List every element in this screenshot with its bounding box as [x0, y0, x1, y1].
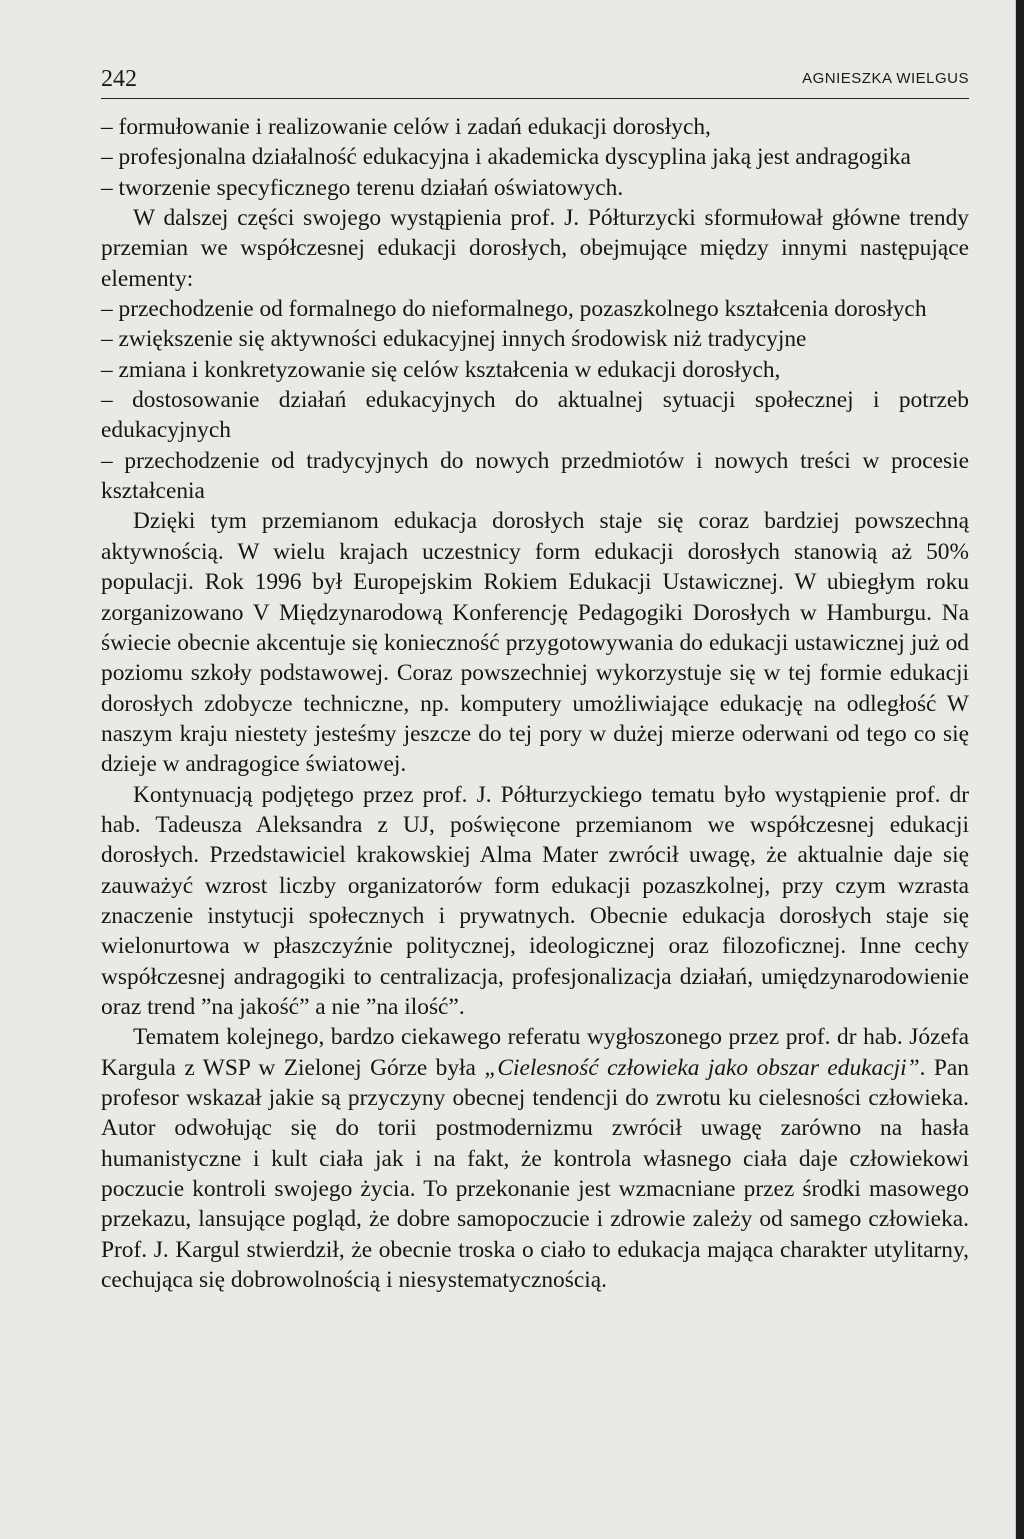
list-item: – zwiększenie się aktywności edukacyjnej innych środowisk niż tradycyjne — [101, 326, 807, 353]
list-item: – przechodzenie od formalnego do nieformalnego, pozaszkolnego kształcenia dorosłych — [101, 296, 927, 323]
running-head-author: AGNIESZKA WIELGUS — [802, 70, 969, 87]
list-item: – przechodzenie od tradycyjnych do nowych przedmiotów i nowych treści w procesie kształcenia — [101, 447, 969, 505]
paragraph: W dalszej części swojego wystąpienia prof. J. Półturzycki sformułował główne trendy przemian we współczesnej edukacji dorosłych, obejmujące między innymi następujące elementy: — [101, 205, 969, 292]
lecture-title: „Cielesność człowieka jako obszar edukacji” — [484, 1054, 920, 1081]
scan-edge — [1016, 0, 1024, 1539]
paragraph — [101, 1022, 969, 1295]
body-text — [101, 112, 969, 1295]
list-item: – zmiana i konkretyzowanie się celów kształcenia w edukacji dorosłych, — [101, 356, 781, 383]
list-item: – dostosowanie działań edukacyjnych do aktualnej sytuacji społecznej i potrzeb edukacyjnych — [101, 387, 969, 444]
list-item: – profesjonalna działalność edukacyjna i akademicka dyscyplina jaką jest andragogika — [101, 144, 911, 171]
paragraph: Dzięki tym przemianom edukacja dorosłych staje się coraz bardziej powszechną aktywnością. W wielu krajach uczestnicy form edukacji dorosłych stanowią aż 50% populacji. Rok 1996 był Europejskim Rokiem Edukacji Ustawicznej. W ubiegłym roku zorganizowano V Międzynarodową Konferencję Pedagogiki Dorosłych w Hamburgu. Na świecie obecnie akcentuje się konieczność przygotowywania do edukacji ustawicznej już od poziomu szkoły podstawowej. Coraz powszechniej wykorzystuje się w tej formie edukacji dorosłych zdobycze techniczne, np. komputery umożliwiające edukację na odległość W naszym kraju niestety jesteśmy jeszcze do tej pory w dużej mierze oderwani od tego co się dzieje w andragogice światowej. — [101, 508, 969, 778]
list-item: – tworzenie specyficznego terenu działań oświatowych. — [101, 174, 624, 201]
list-item: – formułowanie i realizowanie celów i zadań edukacji dorosłych, — [101, 114, 711, 140]
page-number: 242 — [101, 66, 137, 92]
paragraph-text: . Pan profesor wskazał jakie są przyczyny obecnej tendencji do zwrotu ku cielesności człowieka. Autor odwołując się do torii postmodernizmu zwrócił uwagę zarówno na hasła humanistyczne i kult ciała jak i na fakt, że kontrola własnego ciała daje człowiekowi poczucie kontroli swojego życia. To przekonanie jest wzmacniane przez środki masowego przekazu, lansujące pogląd, że dobre samopoczucie i zdrowie zależy od samego człowieka. Prof. J. Kargul stwierdził, że obecnie troska o ciało to edukacja mająca charakter utylitarny, cechująca się dobrowolnością i niesystematycznością. — [101, 1054, 969, 1294]
paragraph-text: Tematem kolejnego, bardzo ciekawego referatu wygłoszonego przez prof. dr hab. Józefa Kargula z WSP w Zielonej Górze była — [101, 1024, 969, 1081]
page-header — [101, 64, 969, 99]
paragraph: Kontynuacją podjętego przez prof. J. Półturzyckiego tematu było wystąpienie prof. dr hab. Tadeusza Aleksandra z UJ, poświęcone przemianom we współczesnej edukacji dorosłych. Przedstawiciel krakowskiej Alma Mater zwrócił uwagę, że aktualnie daje się zauważyć wzrost liczby organizatorów form edukacji pozaszkolnej, przy czym wzrasta znaczenie instytucji społecznych i prywatnych. Obecnie edukacja dorosłych staje się wielonurtowa w płaszczyźnie politycznej, ideologicznej oraz filozoficznej. Inne cechy współczesnej andragogiki to centralizacja, profesjonalizacja działań, umiędzynarodowienie oraz trend ”na jakość” a nie ”na ilość”. — [101, 781, 969, 1020]
